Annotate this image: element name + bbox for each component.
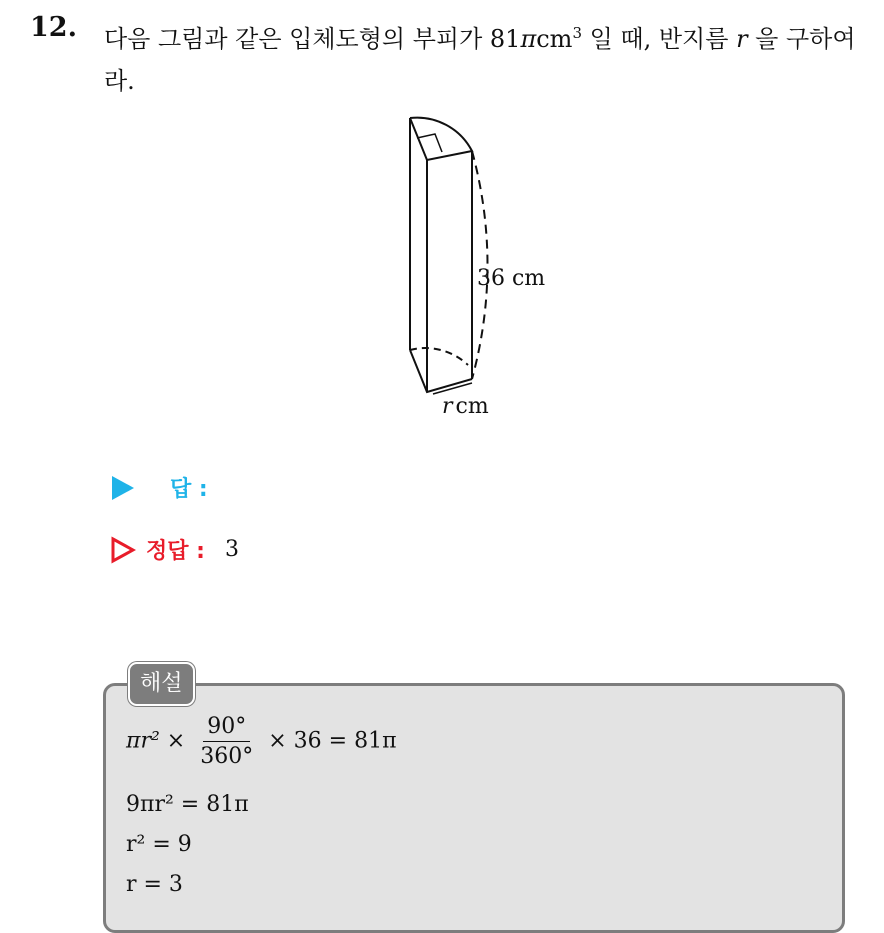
answer-label: 답 : [170, 477, 208, 502]
solid-figure [395, 108, 565, 432]
solution-line-4: r = 3 [126, 872, 183, 897]
correct-answer-row [110, 534, 239, 565]
solution-line-1: πr² × $\frac{90^\circ}{360^\circ}$ × 36 = 81π [126, 714, 397, 769]
question-number: 12. [30, 12, 77, 43]
correct-answer-value: 3 [224, 537, 239, 562]
solution-line-3: r² = 9 [126, 832, 192, 857]
radius-label: r cm [442, 394, 489, 419]
outline-triangle-icon [110, 536, 136, 564]
question-text: 다음 그림과 같은 입체도형의 부피가 81πcm$^3$ 일 때, 반지름 r 을 구하여라. [104, 24, 856, 95]
correct-answer-label: 정답 : [146, 539, 205, 564]
height-label: 36 cm [477, 266, 546, 291]
solution-tab: 해설 [128, 662, 195, 706]
fraction: $\frac{90^\circ}{360^\circ}$ [200, 714, 254, 769]
quarter-cylinder-diagram [395, 108, 565, 428]
solution-line-2: 9πr² = 81π [126, 792, 249, 817]
solution-box [103, 683, 845, 933]
answer-input-row [110, 472, 208, 503]
filled-triangle-icon [110, 474, 136, 502]
